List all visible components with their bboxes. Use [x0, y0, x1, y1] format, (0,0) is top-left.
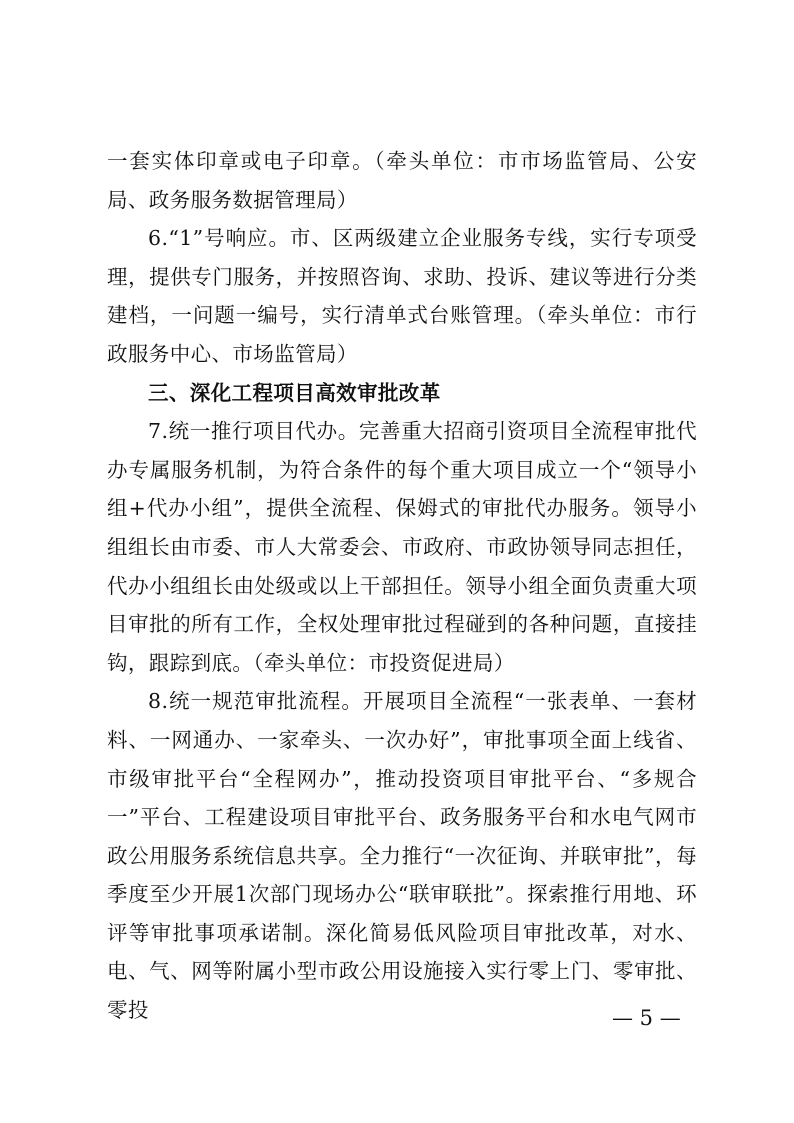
- page-number: — 5 —: [612, 1006, 681, 1030]
- paragraph-continuation: 一套实体印章或电子印章。（牵头单位：市市场监管局、公安局、政务服务数据管理局）: [107, 149, 697, 212]
- document-body: [107, 142, 697, 1030]
- paragraph-item-7: 7.统一推行项目代办。完善重大招商引资项目全流程审批代办专属服务机制，为符合条件的每个重大项目成立一个“领导小组+代办小组”，提供全流程、保姆式的审批代办服务。领导小组组长由市委、市人大常委会、市政府、市政协领导同志担任，代办小组组长由处级或以上干部担任。领导小组全面负责重大项目审批的所有工作，全权处理审批过程碰到的各种问题，直接挂钩，跟踪到底。（牵头单位：市投资促进局）: [107, 419, 697, 675]
- paragraph-item-8: 8.统一规范审批流程。开展项目全流程“一张表单、一套材料、一网通办、一家牵头、一次办好”，审批事项全面上线省、市级审批平台“全程网办”，推动投资项目审批平台、“多规合一”平台、工程建设项目审批平台、政务服务平台和水电气网市政公用服务系统信息共享。全力推行“一次征询、并联审批”，每季度至少开展1次部门现场办公“联审联批”。探索推行用地、环评等审批事项承诺制。深化简易低风险项目审批改革，对水、电、气、网等附属小型市政公用设施接入实行零上门、零审批、零投: [107, 689, 697, 1023]
- paragraph-item-6: 6.“1”号响应。市、区两级建立企业服务专线，实行专项受理，提供专门服务，并按照咨询、求助、投诉、建议等进行分类建档，一问题一编号，实行清单式台账管理。（牵头单位：市行政服务中心、市场监管局）: [107, 226, 697, 366]
- section-heading: 三、深化工程项目高效审批改革: [148, 380, 441, 405]
